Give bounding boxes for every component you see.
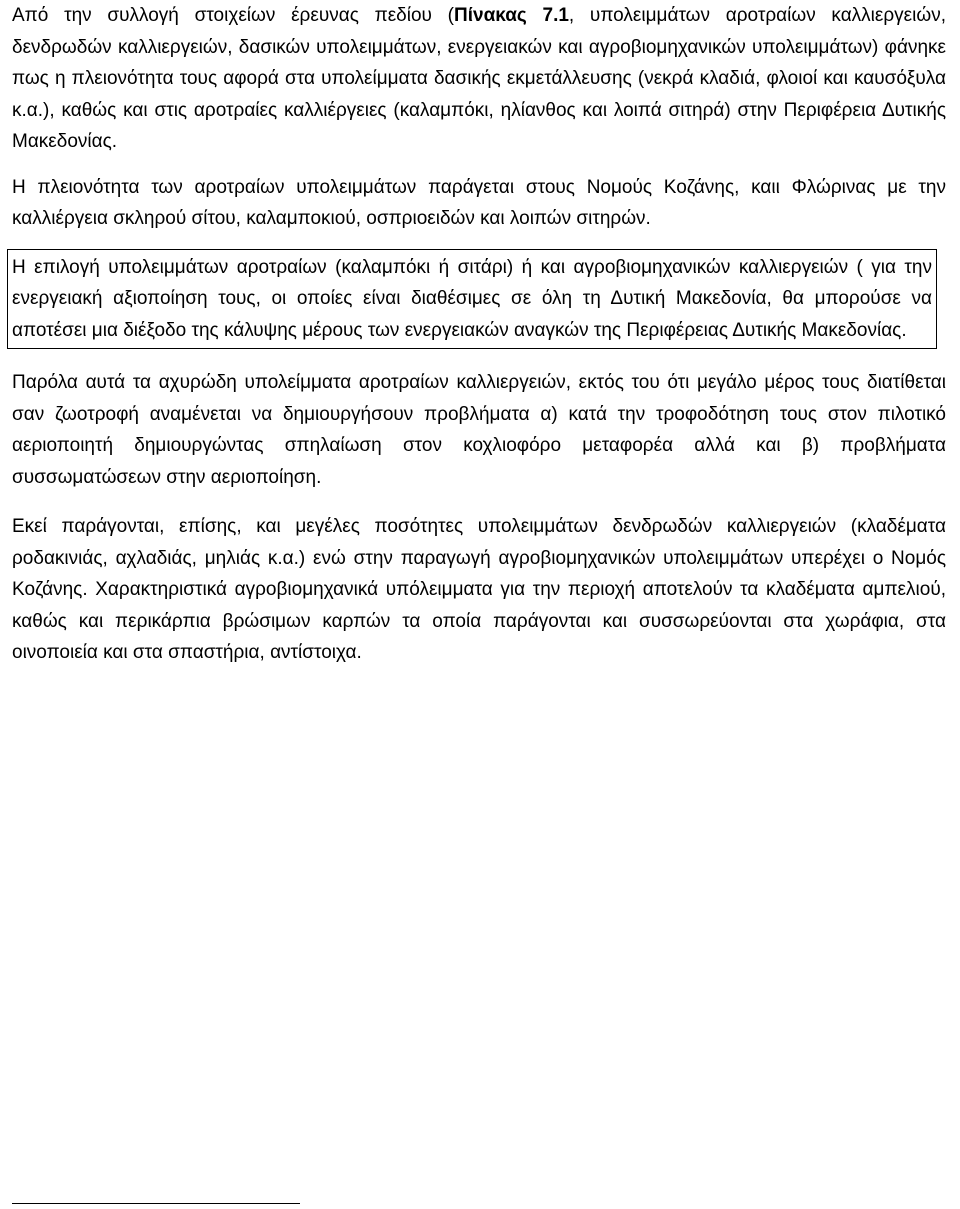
paragraph-arable-residues: Η πλειονότητα των αροτραίων υπολειμμάτων παράγεται στους Νομούς Κοζάνης, καιι Φλώρινας με την καλλιέργεια σκληρού σίτου, καλαμποκιού, οσπριοειδών και λοιπών σιτηρών.: [12, 176, 946, 229]
footnote-separator: [12, 1203, 300, 1204]
paragraph-text-start: Από την συλλογή στοιχείων έρευνας πεδίου (: [12, 5, 454, 26]
table-reference: Πίνακας 7.1: [454, 5, 569, 26]
boxed-paragraph-text: Η επιλογή υπολειμμάτων αροτραίων (καλαμπόκι ή σιτάρι) ή και αγροβιομηχανικών καλλιεργειών ( για την ενεργειακή αξιοποίηση τους, οι οποίες είναι διαθέσιμες σε όλη τη Δυτική Μακεδονία, θα μπορούσε να αποτέσει μια διέξοδο της κάλυψης μέρους των ενεργειακών αναγκών της Περιφέρειας Δυτικής Μακεδονίας.: [12, 256, 932, 341]
paragraph-gasification-problems: Παρόλα αυτά τα αχυρώδη υπολείμματα αροτραίων καλλιεργειών, εκτός του ότι μεγάλο μέρος τους διατίθεται σαν ζωοτροφή αναμένεται να δημιουργήσουν προβλήματα α) κατά την τροφοδότηση τους στον πιλοτικό αεριοποιητή δημιουργώντας σπηλαίωση στον κοχλιοφόρο μεταφορέα αλλά και β) προβλήματα συσσωματώσεων στην αεριοποίηση.: [12, 372, 946, 488]
paragraph-tree-crop-residues: Εκεί παράγονται, επίσης, και μεγέλες ποσότητες υπολειμμάτων δενδρωδών καλλιεργειών (κλαδέματα ροδακινιάς, αχλαδιάς, μηλιάς κ.α.) ενώ στην παραγωγή αγροβιομηχανικών υπολειμμάτων υπερέχει ο Νομός Κοζάνης. Χαρακτηριστικά αγροβιομηχανικά υπόλειμματα για την περιοχή αποτελούν τα κλαδέματα αμπελιού, καθώς και περικάρπια βρώσιμων καρπών τα οποία παράγονται και συσσωρεύονται στα χωράφια, στα οινοποιεία και στα σπαστήρια, αντίστοιχα.: [12, 516, 946, 663]
boxed-paragraph-residue-selection: [7, 249, 937, 350]
paragraph-field-survey: [12, 0, 946, 158]
document-page: [12, 0, 946, 669]
paragraph-text-end: , υπολειμμάτων αροτραίων καλλιεργειών, δενδρωδών καλλιεργειών, δασικών υπολειμμάτων, ενεργειακών και αγροβιομηχανικών υπολειμμάτων) φάνηκε πως η πλειονότητα τους αφορά στα υπολείμματα δασικής εκμετάλλευσης (νεκρά κλαδιά, φλοιοί και καυσόξυλα κ.α.), καθώς και στις αροτραίες καλλιέργειες (καλαμπόκι, ηλίανθος και λοιπά σιτηρά) στην Περιφέρεια Δυτικής Μακεδονίας.: [12, 5, 946, 152]
